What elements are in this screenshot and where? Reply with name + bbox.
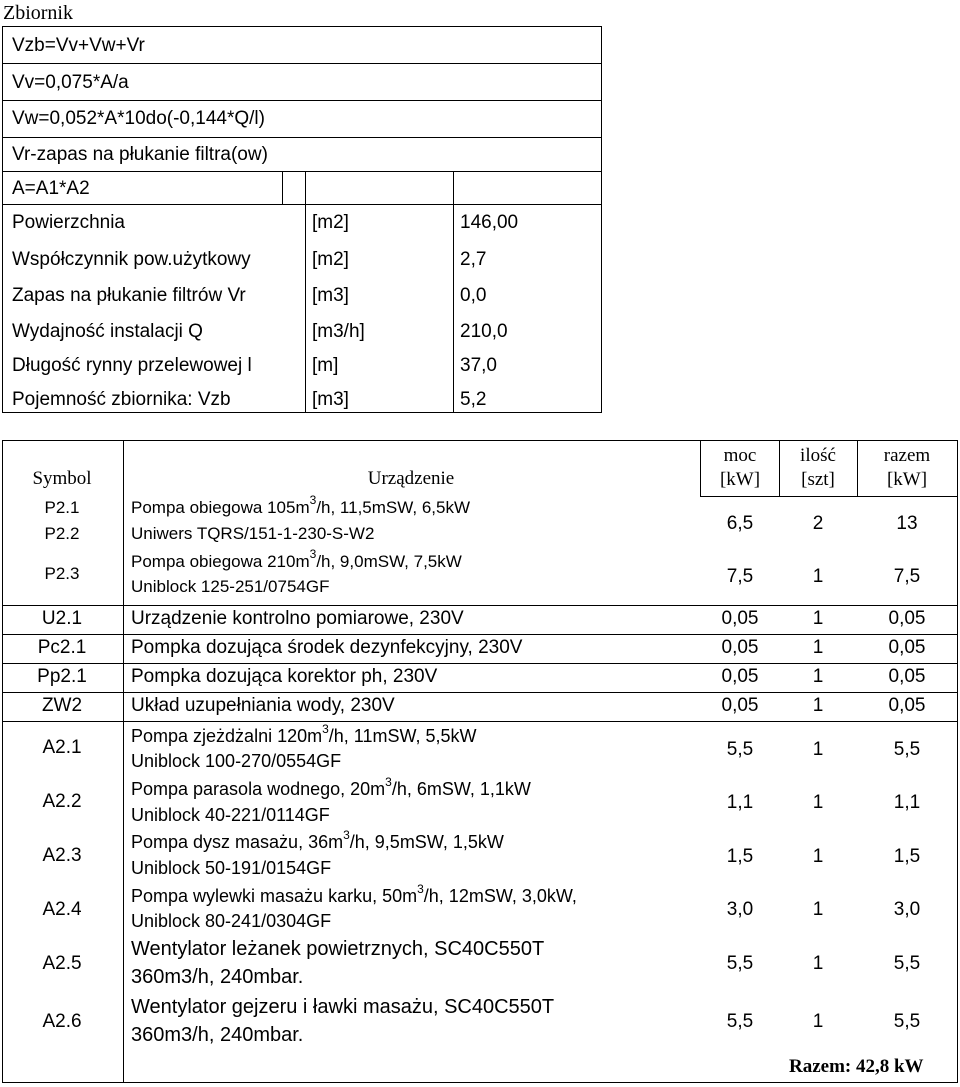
formula: Vr-zapas na płukanie filtra(ow) [12, 144, 268, 165]
formula: Vw=0,052*A*10do(-0,144*Q/l) [12, 108, 265, 129]
row-qty: 1 [812, 637, 824, 658]
row-description: Uniblock 100-270/0554GF [131, 751, 342, 771]
row-description: Uniblock 125-251/0754GF [131, 577, 330, 596]
row-description: Pompa parasola wodnego, $20m^3/h$, 6mSW, 1,1kW [131, 775, 531, 799]
row-power: 1,1 [726, 792, 754, 813]
divider [2, 63, 602, 64]
row-total: 5,5 [893, 739, 921, 760]
row-power: 1,5 [726, 846, 754, 867]
row-power: 5,5 [726, 1011, 754, 1032]
divider [123, 440, 124, 1083]
row-qty: 1 [812, 899, 824, 920]
row-power: 0,05 [721, 608, 759, 629]
divider [2, 721, 958, 722]
param-value: 2,7 [460, 249, 487, 270]
param-value: 5,2 [460, 389, 487, 410]
divider [2, 692, 958, 693]
row-symbol: P2.2 [44, 524, 80, 543]
formula: A=A1*A2 [12, 178, 90, 199]
row-symbol: P2.1 [44, 498, 80, 517]
page-title: Zbiornik [3, 2, 73, 24]
row-description: Uniblock 40-221/0114GF [131, 805, 330, 825]
param-unit: [m2] [312, 212, 349, 233]
header-qty: ilość [szt] [800, 445, 836, 490]
row-qty: 1 [812, 666, 824, 687]
param-label: Długość rynny przelewowej l [12, 355, 252, 376]
row-description: 360m3/h, 240mbar. [131, 966, 304, 988]
row-description: Pompka dozująca środek dezynfekcyjny, 230V [131, 637, 523, 658]
row-total: 5,5 [893, 1011, 921, 1032]
param-label: Wydajność instalacji Q [12, 321, 203, 342]
row-symbol: A2.2 [42, 791, 82, 812]
param-unit: [m] [312, 355, 339, 376]
divider [700, 496, 958, 497]
row-total: 0,05 [888, 637, 926, 658]
row-total: 13 [896, 513, 918, 534]
row-symbol: U2.1 [41, 608, 83, 629]
divider [305, 204, 306, 413]
row-symbol: Pp2.1 [37, 666, 87, 687]
divider [2, 171, 602, 172]
param-label: Zapas na płukanie filtrów Vr [12, 285, 246, 306]
divider [2, 204, 602, 205]
row-qty: 1 [812, 695, 824, 716]
param-label: Pojemność zbiornika: Vzb [12, 389, 231, 410]
param-value: 0,0 [460, 285, 487, 306]
row-total: 0,05 [888, 666, 926, 687]
row-power: 0,05 [721, 695, 759, 716]
param-value: 210,0 [460, 321, 508, 342]
header-symbol: Symbol [32, 468, 92, 489]
divider [282, 171, 283, 204]
param-value: 37,0 [460, 355, 497, 376]
param-unit: [m2] [312, 249, 349, 270]
row-description: Wentylator gejzeru i ławki masażu, SC40C550T [131, 996, 555, 1018]
row-qty: 1 [812, 608, 824, 629]
header-power: moc [kW] [719, 445, 761, 490]
row-symbol: A2.1 [42, 737, 82, 758]
row-power: 5,5 [726, 953, 754, 974]
row-power: 3,0 [726, 899, 754, 920]
row-power: 5,5 [726, 739, 754, 760]
row-total: 1,5 [893, 846, 921, 867]
param-unit: [m3] [312, 389, 349, 410]
row-power: 6,5 [726, 513, 754, 534]
row-qty: 1 [812, 792, 824, 813]
formula: Vv=0,075*A/a [12, 72, 129, 93]
divider [857, 440, 858, 496]
param-label: Współczynnik pow.użytkowy [12, 249, 251, 270]
row-description: Pompka dozująca korektor ph, 230V [131, 666, 438, 687]
row-description: Uniblock 50-191/0154GF [131, 858, 332, 878]
divider [2, 605, 958, 606]
row-description: 360m3/h, 240mbar. [131, 1024, 304, 1046]
row-description: Uniwers TQRS/151-1-230-S-W2 [131, 524, 375, 543]
divider [2, 634, 958, 635]
divider [453, 204, 454, 413]
grand-total: Razem: 42,8 kW [789, 1056, 924, 1077]
row-power: 0,05 [721, 637, 759, 658]
param-label: Powierzchnia [12, 212, 125, 233]
formula: Vzb=Vv+Vw+Vr [12, 35, 145, 56]
row-symbol: A2.4 [42, 899, 82, 920]
row-power: 0,05 [721, 666, 759, 687]
param-value: 146,00 [460, 212, 519, 233]
divider [2, 663, 958, 664]
divider [779, 440, 780, 496]
row-description: Pompa obiegowa $210m^3/h$, 9,0mSW, 7,5kW [131, 547, 462, 571]
row-total: 0,05 [888, 695, 926, 716]
divider [2, 137, 602, 138]
row-qty: 1 [812, 953, 824, 974]
row-total: 1,1 [893, 792, 921, 813]
param-unit: [m3/h] [312, 321, 365, 342]
row-symbol: A2.6 [42, 1011, 82, 1032]
param-unit: [m3] [312, 285, 349, 306]
row-qty: 1 [812, 846, 824, 867]
row-total: 3,0 [893, 899, 921, 920]
row-symbol: A2.3 [42, 845, 82, 866]
row-symbol: A2.5 [42, 953, 82, 974]
header-device: Urządzenie [367, 468, 455, 489]
row-power: 7,5 [726, 566, 754, 587]
row-qty: 1 [812, 739, 824, 760]
row-description: Wentylator leżanek powietrznych, SC40C550T [131, 938, 545, 960]
row-total: 7,5 [893, 566, 921, 587]
row-description: Pompa wylewki masażu karku, $50m^3/h$, 12mSW, 3,0kW, [131, 882, 577, 906]
divider [305, 171, 306, 204]
row-symbol: ZW2 [41, 695, 83, 716]
row-description: Pompa dysz masażu, $36m^3/h$, 9,5mSW, 1,5kW [131, 828, 504, 852]
row-symbol: Pc2.1 [37, 637, 87, 658]
divider [700, 440, 701, 496]
divider [2, 100, 602, 101]
row-qty: 1 [812, 566, 824, 587]
row-description: Uniblock 80-241/0304GF [131, 911, 332, 931]
row-description: Układ uzupełniania wody, 230V [131, 695, 395, 716]
row-qty: 2 [812, 513, 824, 534]
divider [453, 171, 454, 204]
header-total: razem [kW] [883, 445, 931, 490]
row-description: Urządzenie kontrolno pomiarowe, 230V [131, 608, 464, 629]
row-description: Pompa zjeżdżalni $120m^3/h$, 11mSW, 5,5kW [131, 722, 477, 746]
row-description: Pompa obiegowa $105m^3/h$, 11,5mSW, 6,5kW [131, 493, 470, 517]
row-total: 0,05 [888, 608, 926, 629]
row-qty: 1 [812, 1011, 824, 1032]
row-symbol: P2.3 [44, 564, 80, 583]
row-total: 5,5 [893, 953, 921, 974]
